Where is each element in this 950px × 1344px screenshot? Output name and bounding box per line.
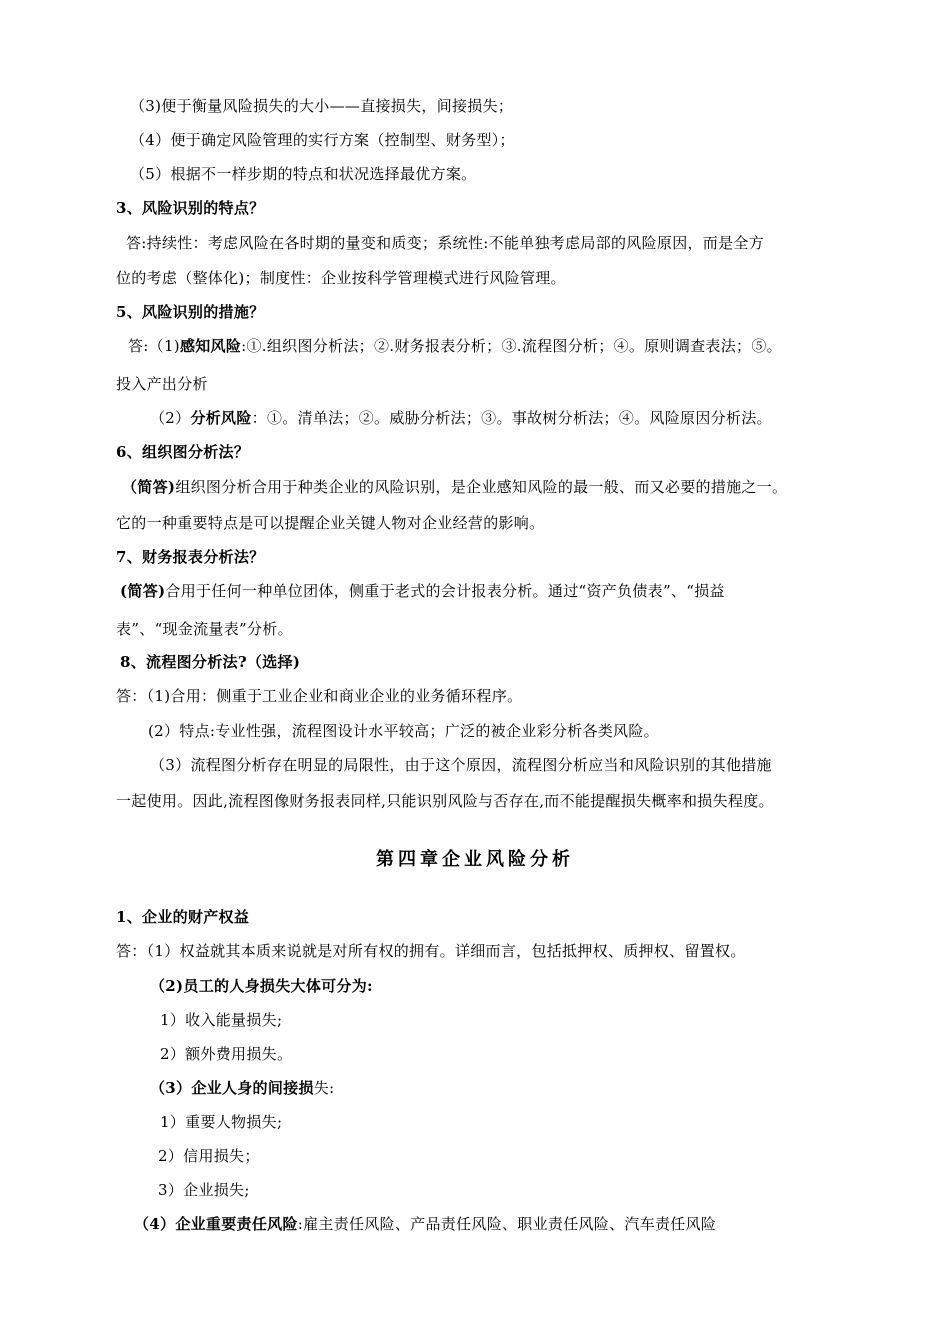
- text-line: [150, 1078, 334, 1098]
- text-line: （5）根据不一样步期的特点和状况选择最优方案。: [130, 165, 477, 183]
- text-line: 投入产出分析: [116, 375, 208, 393]
- question-heading: 7、财务报表分析法？: [116, 548, 265, 566]
- text-span: 答:（1): [128, 337, 180, 355]
- question-heading: 6、组织图分析法？: [116, 443, 250, 461]
- chapter-title: 第四章企业风险分析: [376, 849, 574, 870]
- text-span: 合用于任何一种单位团体，侧重于老式的会计报表分析。通过“资产负债表”、“损益: [165, 582, 725, 600]
- text-span: （2）: [150, 409, 191, 427]
- text-line: 一起使用。因此,流程图像财务报表同样,只能识别风险与否存在,而不能提醒损失概率和损失程度。: [116, 792, 774, 810]
- text-line: [128, 336, 782, 356]
- text-line: 答：（1）权益就其本质来说就是对所有权的拥有。详细而言，包括抵押权、质押权、留置权。: [116, 942, 746, 960]
- question-heading: 5、风险识别的措施？: [116, 303, 265, 321]
- text-line: [150, 408, 772, 428]
- text-line: [120, 581, 725, 601]
- text-line: [134, 1214, 716, 1234]
- text-line: （3)便于衡量风险损失的大小——直接损失，间接损失；: [130, 97, 514, 115]
- list-item: 1）收入能量损失;: [160, 1011, 283, 1029]
- text-span: 组织图分析合用于种类企业的风险识别，是企业感知风险的最一般、而又必要的措施之一。: [175, 478, 788, 496]
- list-item: 3）企业损失;: [158, 1181, 250, 1199]
- text-span: :雇主责任风险、产品责任风险、职业责任风险、汽车责任风险: [297, 1215, 717, 1233]
- bold-term: （4）企业重要责任风险: [134, 1215, 298, 1233]
- list-item: 2）信用损失；: [158, 1147, 260, 1165]
- list-item: 2）额外费用损失。: [160, 1045, 293, 1063]
- text-line: 答：（1)合用：侧重于工业企业和商业企业的业务循环程序。: [116, 687, 523, 705]
- sub-heading: （2)员工的人身损失大体可分为:: [150, 977, 373, 995]
- bold-term: 感知风险: [179, 337, 242, 355]
- section-heading: 1、企业的财产权益: [116, 908, 250, 926]
- bold-term: （简答): [122, 478, 176, 496]
- text-line: （3）流程图分析存在明显的局限性，由于这个原因，流程图分析应当和风险识别的其他措施: [150, 756, 772, 774]
- question-heading: 3、风险识别的特点？: [116, 199, 265, 217]
- bold-term: （3）企业人身的间接损: [150, 1079, 314, 1097]
- text-line: (2）特点:专业性强，流程图设计水平较高；广泛的被企业彩分析各类风险。: [148, 722, 659, 740]
- text-line: 位的考虑（整体化)；制度性：企业按科学管理模式进行风险管理。: [116, 269, 566, 287]
- text-span: 失:: [313, 1079, 335, 1097]
- text-line: [122, 477, 787, 497]
- bold-term: (简答): [120, 582, 166, 600]
- question-heading: 8、流程图分析法?（选择): [120, 653, 301, 671]
- text-line: （4）便于确定风险管理的实行方案（控制型、财务型）；: [130, 131, 515, 149]
- text-span: ：①。清单法；②。威胁分析法；③。事故树分析法；④。风险原因分析法。: [251, 409, 772, 427]
- text-line: 答:持续性：考虑风险在各时期的量变和质变；系统性:不能单独考虑局部的风险原因，而是全方: [126, 234, 765, 252]
- text-span: :①.组织图分析法；②.财务报表分析；③.流程图分析；④。原则调查表法；⑤。: [241, 337, 782, 355]
- bold-term: 分析风险: [190, 409, 252, 427]
- list-item: 1）重要人物损失;: [160, 1113, 283, 1131]
- text-line: 它的一种重要特点是可以提醒企业关键人物对企业经营的影响。: [116, 514, 545, 532]
- text-line: 表”、“现金流量表”分析。: [116, 620, 293, 638]
